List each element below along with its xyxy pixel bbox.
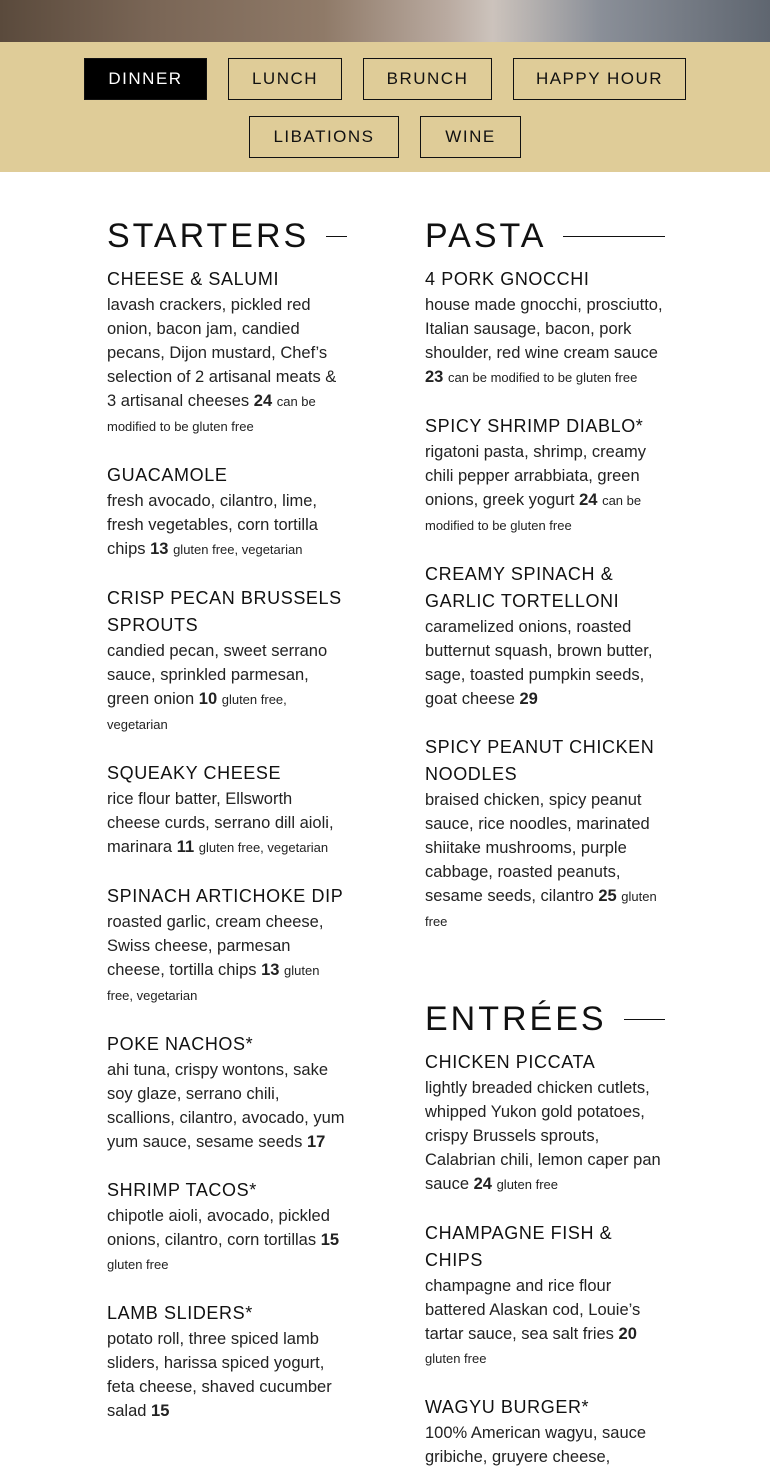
menu-item — [107, 760, 347, 860]
item-name: CHEESE & SALUMI — [107, 269, 280, 289]
hero-image — [0, 0, 770, 42]
menu-item — [425, 561, 665, 711]
item-name: SPICY PEANUT CHICKEN NOODLES — [425, 737, 655, 784]
item-description: champagne and rice flour battered Alaskan cod, Louie’s tartar sauce, sea salt fries 20 gluten free — [425, 1277, 641, 1366]
item-note: gluten free — [425, 1351, 487, 1366]
menu-item — [107, 1031, 347, 1154]
entrees-section — [425, 997, 665, 1469]
item-description: 100% American wagyu, sauce gribiche, gruyere cheese, — [425, 1424, 647, 1466]
item-description: ahi tuna, crispy wontons, sake soy glaze, serrano chili, scallions, cilantro, avocado, yum yum sauce, sesame seeds 17 — [107, 1061, 345, 1151]
item-name: CHICKEN PICCATA — [425, 1052, 596, 1072]
item-description: lavash crackers, pickled red onion, bacon jam, candied pecans, Dijon mustard, Chef’s selection of 2 artisanal meats & 3 artisanal cheeses 24 can be modified to be gluten free — [107, 296, 337, 434]
divider — [563, 236, 665, 237]
menu-item — [107, 585, 347, 737]
item-name: 4 PORK GNOCCHI — [425, 269, 590, 289]
tab-wine[interactable]: WINE — [420, 116, 521, 158]
item-price: 20 — [618, 1325, 637, 1343]
item-price: 29 — [519, 690, 538, 708]
starters-header — [107, 214, 347, 258]
item-note: can be modified to be gluten free — [425, 493, 642, 533]
item-note: gluten free — [425, 889, 657, 929]
divider — [624, 1019, 665, 1020]
item-note: gluten free, vegetarian — [107, 692, 287, 732]
item-name: CHAMPAGNE FISH & CHIPS — [425, 1223, 613, 1270]
section-title: STARTERS — [107, 216, 310, 255]
tab-libations[interactable]: LIBATIONS — [249, 116, 399, 158]
item-name: WAGYU BURGER* — [425, 1397, 590, 1417]
item-description: fresh avocado, cilantro, lime, fresh vegetables, corn tortilla chips 13 gluten free, vegetarian — [107, 492, 318, 558]
item-price: 23 — [425, 368, 444, 386]
item-price: 24 — [473, 1175, 492, 1193]
pasta-header — [425, 214, 665, 258]
item-note: gluten free — [496, 1177, 559, 1192]
item-name: SHRIMP TACOS* — [107, 1180, 257, 1200]
item-name: POKE NACHOS* — [107, 1034, 254, 1054]
menu-item — [425, 1394, 665, 1469]
item-price: 10 — [198, 690, 218, 708]
item-price: 13 — [261, 961, 280, 979]
item-note: gluten free, vegetarian — [173, 542, 303, 557]
menu-tabs — [0, 42, 770, 172]
item-price: 24 — [253, 392, 273, 410]
item-price: 24 — [579, 491, 598, 509]
item-description: candied pecan, sweet serrano sauce, sprinkled parmesan, green onion 10 gluten free, vegetarian — [107, 642, 328, 732]
menu-item — [425, 1220, 665, 1371]
item-description: rigatoni pasta, shrimp, creamy chili pepper arrabbiata, green onions, greek yogurt 24 can be modified to be gluten free — [425, 443, 647, 533]
tab-happy-hour[interactable]: HAPPY HOUR — [513, 58, 686, 100]
item-price: 15 — [320, 1231, 340, 1249]
section-title: PASTA — [425, 216, 547, 255]
menu-item — [107, 462, 347, 562]
item-note: gluten free, vegetarian — [107, 963, 320, 1003]
item-price: 11 — [176, 838, 195, 856]
item-description: braised chicken, spicy peanut sauce, rice noodles, marinated shiitake mushrooms, purple cabbage, roasted peanuts, sesame seeds, cilantro 25 gluten free — [425, 791, 657, 929]
item-price: 25 — [598, 887, 617, 905]
item-note: can be modified to be gluten free — [447, 370, 638, 385]
item-note: gluten free, vegetarian — [198, 840, 329, 855]
menu-item — [107, 266, 347, 439]
pasta-section — [425, 214, 665, 934]
item-name: CREAMY SPINACH & GARLIC TORTELLONI — [425, 564, 620, 611]
menu-item — [425, 413, 665, 538]
item-description: rice flour batter, Ellsworth cheese curds, serrano dill aioli, marinara 11 gluten free, vegetarian — [107, 790, 334, 856]
menu-item — [425, 734, 665, 934]
item-description: potato roll, three spiced lamb sliders, harissa spiced yogurt, feta cheese, shaved cucumber salad 15 — [107, 1330, 332, 1420]
item-name: SPICY SHRIMP DIABLO* — [425, 416, 644, 436]
menu-item — [425, 266, 665, 390]
item-price: 17 — [306, 1133, 326, 1151]
item-price: 15 — [151, 1402, 170, 1420]
menu-item — [107, 883, 347, 1008]
item-description: lightly breaded chicken cutlets, whipped Yukon gold potatoes, crispy Brussels sprouts, Calabrian chili, lemon caper pan sauce 24 gluten free — [425, 1079, 661, 1193]
divider — [326, 236, 347, 237]
item-price: 13 — [150, 540, 169, 558]
item-description: house made gnocchi, prosciutto, Italian sausage, bacon, pork shoulder, red wine cream sauce 23 can be modified to be gluten free — [425, 296, 663, 386]
tab-dinner[interactable]: DINNER — [84, 58, 207, 100]
item-description: roasted garlic, cream cheese, Swiss cheese, parmesan cheese, tortilla chips 13 gluten free, vegetarian — [107, 913, 324, 1003]
menu-item — [107, 1300, 347, 1423]
item-name: GUACAMOLE — [107, 465, 228, 485]
item-note: can be modified to be gluten free — [107, 394, 316, 434]
item-name: SQUEAKY CHEESE — [107, 763, 282, 783]
starters-section — [107, 214, 347, 1423]
item-name: LAMB SLIDERS* — [107, 1303, 253, 1323]
section-title: ENTRÉES — [425, 999, 607, 1038]
item-name: CRISP PECAN BRUSSELS SPROUTS — [107, 588, 342, 635]
item-note: gluten free — [107, 1257, 169, 1272]
item-description: chipotle aioli, avocado, pickled onions, cilantro, corn tortillas 15 gluten free — [107, 1207, 340, 1272]
tab-lunch[interactable]: LUNCH — [228, 58, 342, 100]
menu-item — [425, 1049, 665, 1197]
item-description: caramelized onions, roasted butternut squash, brown butter, sage, toasted pumpkin seeds, goat cheese 29 — [425, 618, 653, 708]
item-name: SPINACH ARTICHOKE DIP — [107, 886, 344, 906]
menu-item — [107, 1177, 347, 1277]
entrees-header — [425, 997, 665, 1041]
tab-brunch[interactable]: BRUNCH — [363, 58, 492, 100]
